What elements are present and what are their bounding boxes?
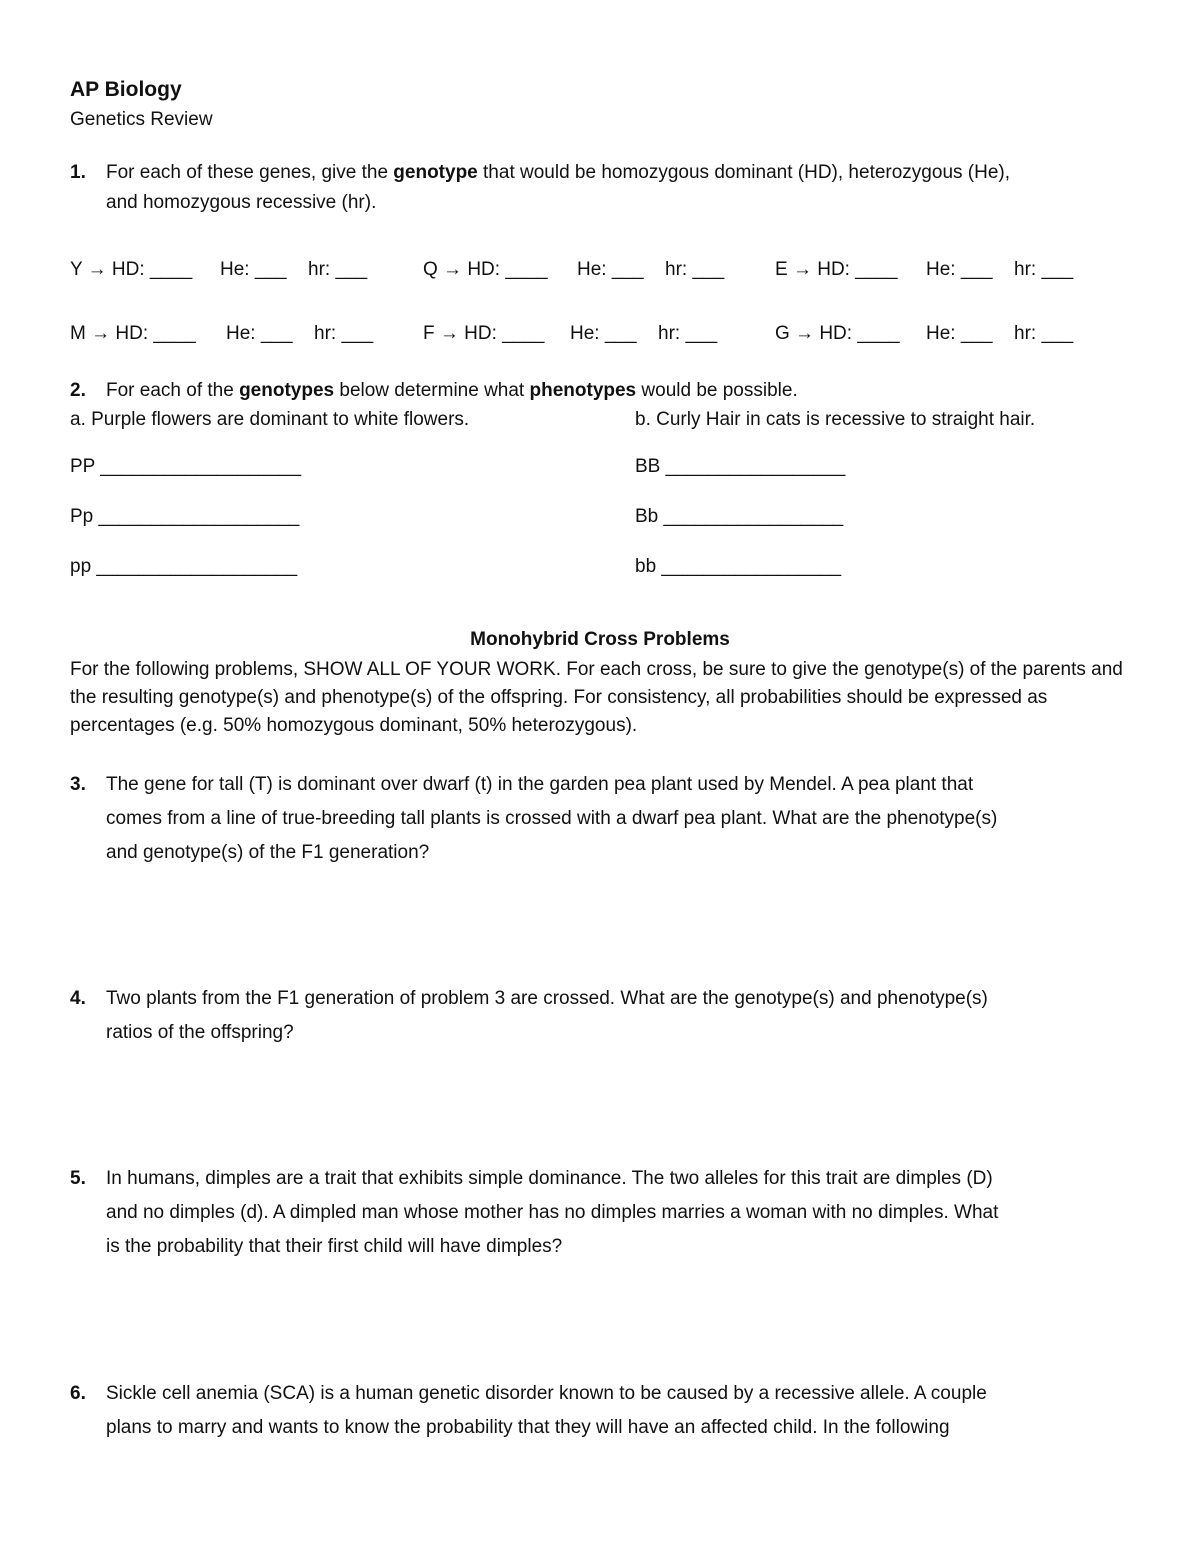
q2-a-answer-pp-hetero[interactable]: Pp ___________________ (70, 506, 300, 527)
q2-text-after: would be possible. (636, 380, 798, 401)
gene-g-he: He: ___ (926, 323, 993, 344)
q2-text-middle: below determine what (334, 380, 530, 401)
worksheet-subtitle: Genetics Review (70, 109, 213, 130)
gene-e-hd: E → HD: ____ (775, 259, 898, 280)
course-title: AP Biology (70, 78, 182, 101)
question-line: plans to marry and wants to know the probability that they will have an affected child. In the following (106, 1417, 950, 1438)
question-5 (70, 1162, 1140, 1264)
gene-y-hr: hr: ___ (308, 259, 368, 280)
question-number: 4. (70, 988, 86, 1009)
gene-m-hr: hr: ___ (314, 323, 374, 344)
gene-g-hd: G → HD: ____ (775, 323, 900, 344)
q1-text (106, 163, 1010, 182)
q2-part-b: b. Curly Hair in cats is recessive to straight hair. (635, 409, 1036, 430)
gene-y-he: He: ___ (220, 259, 287, 280)
question-line: and no dimples (d). A dimpled man whose mother has no dimples marries a woman with no dimples. What (106, 1202, 999, 1223)
question-line: The gene for tall (T) is dominant over dwarf (t) in the garden pea plant used by Mendel. A pea plant that (106, 774, 974, 795)
question-line: Sickle cell anemia (SCA) is a human genetic disorder known to be caused by a recessive allele. A couple (106, 1383, 987, 1404)
question-number: 5. (70, 1168, 86, 1189)
question-number: 6. (70, 1383, 86, 1404)
q2-bold-phenotypes: phenotypes (529, 380, 637, 401)
question-line: is the probability that their first child will have dimples? (106, 1236, 563, 1257)
gene-e-hr: hr: ___ (1014, 259, 1074, 280)
section-intro: For the following problems, SHOW ALL OF YOUR WORK. For each cross, be sure to give the genotype(s) of the parents and the resulting genotype(s) and phenotype(s) of the offspring. For consistency, all probabilities should be expressed as percentages (e.g. 50% homozygous dominant, 50% heterozygous). (70, 659, 1123, 736)
q1-text-line2: and homozygous recessive (hr). (106, 192, 377, 213)
q2-a-answer-pp-recessive[interactable]: pp ___________________ (70, 556, 298, 577)
gene-f-he: He: ___ (570, 323, 637, 344)
q2-bold-genotypes: genotypes (239, 380, 335, 401)
q2-b-answer-bb-recessive[interactable]: bb _________________ (635, 556, 842, 577)
gene-y-hd: Y → HD: ____ (70, 259, 193, 280)
question-line: In humans, dimples are a trait that exhibits simple dominance. The two alleles for this trait are dimples (D) (106, 1168, 993, 1189)
question-line: Two plants from the F1 generation of problem 3 are crossed. What are the genotype(s) and phenotype(s) (106, 988, 988, 1009)
question-4 (70, 982, 1140, 1050)
gene-m-he: He: ___ (226, 323, 293, 344)
q2-b-answer-bb-dominant[interactable]: BB _________________ (635, 456, 846, 477)
gene-g-hr: hr: ___ (1014, 323, 1074, 344)
question-line: comes from a line of true-breeding tall plants is crossed with a dwarf pea plant. What are the phenotype(s) (106, 808, 998, 829)
section-heading: Monohybrid Cross Problems (470, 629, 730, 650)
question-line: and genotype(s) of the F1 generation? (106, 842, 430, 863)
gene-q-hd: Q → HD: ____ (423, 259, 548, 280)
q2-number: 2. (70, 380, 86, 401)
q2-part-a: a. Purple flowers are dominant to white flowers. (70, 409, 470, 430)
gene-e-he: He: ___ (926, 259, 993, 280)
q1-text-after: that would be homozygous dominant (HD), heterozygous (He), (477, 162, 1011, 183)
question-6 (70, 1377, 1140, 1445)
gene-f-hd: F → HD: ____ (423, 323, 545, 344)
q2-text (106, 381, 798, 400)
q2-a-answer-pp-dominant[interactable]: PP ___________________ (70, 456, 302, 477)
q1-number: 1. (70, 162, 86, 183)
gene-f-hr: hr: ___ (658, 323, 718, 344)
question-3 (70, 768, 1140, 870)
gene-q-he: He: ___ (577, 259, 644, 280)
q2-text-before: For each of the (106, 380, 240, 401)
q1-text-before: For each of these genes, give the (106, 162, 394, 183)
question-line: ratios of the offspring? (106, 1022, 294, 1043)
q1-text-bold: genotype (393, 162, 478, 183)
gene-q-hr: hr: ___ (665, 259, 725, 280)
question-number: 3. (70, 774, 86, 795)
gene-m-hd: M → HD: ____ (70, 323, 196, 344)
q2-b-answer-bb-hetero[interactable]: Bb _________________ (635, 506, 844, 527)
